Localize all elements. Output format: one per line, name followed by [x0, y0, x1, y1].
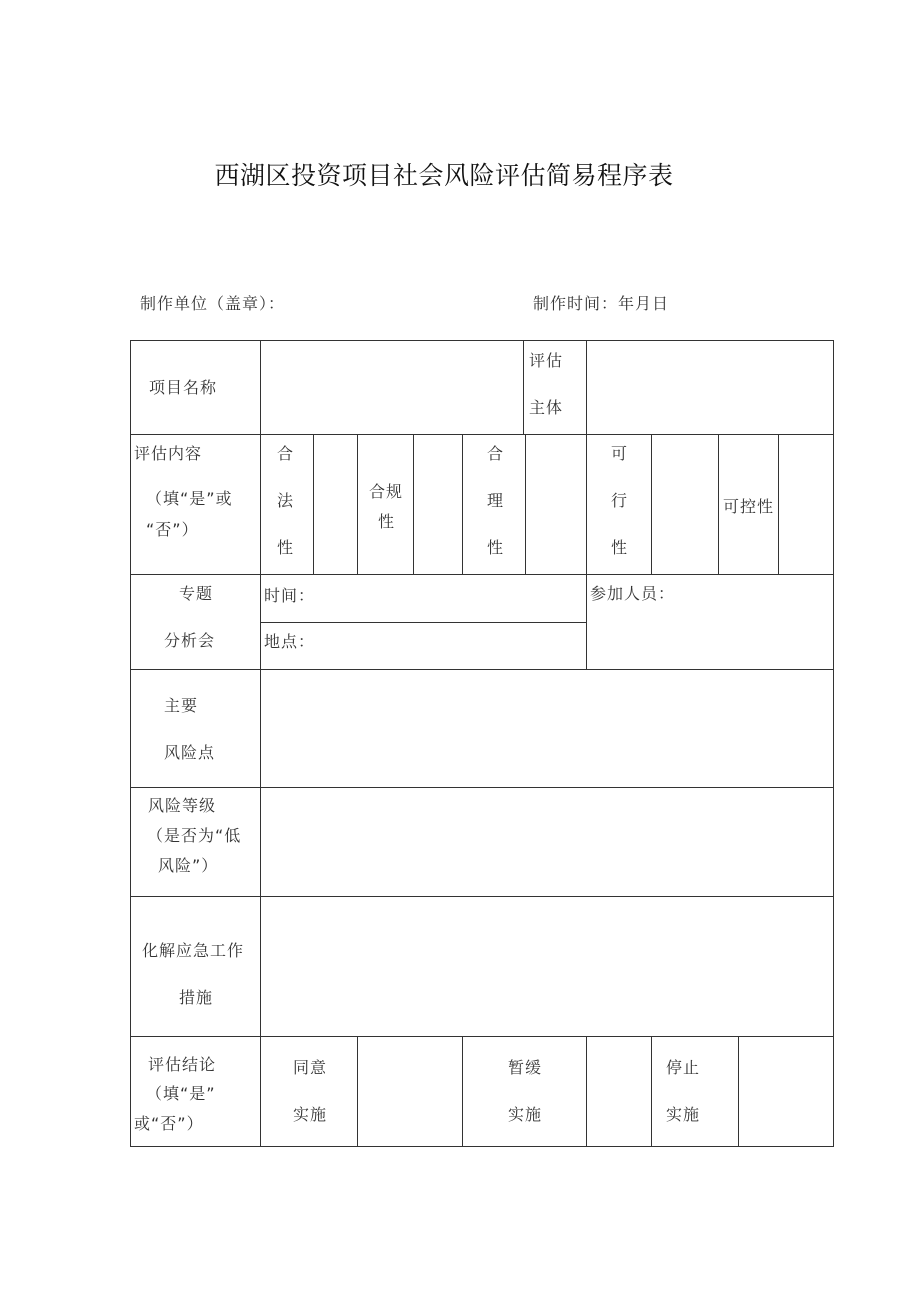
measures-label-2: 措施	[179, 988, 214, 1007]
eval-subject-label-2: 主体	[529, 398, 564, 417]
risk-level-label-1: 风险等级	[148, 796, 217, 815]
column-divider	[523, 340, 524, 434]
row-divider	[260, 622, 586, 623]
meeting-label-2: 分析会	[164, 631, 216, 650]
eval-subject-input[interactable]	[587, 341, 833, 434]
agree-label-2: 实施	[293, 1105, 328, 1124]
stop-input[interactable]	[739, 1037, 833, 1146]
meeting-place-label: 地点：	[264, 632, 316, 651]
conclusion-label-3: 或“否”）	[134, 1114, 204, 1133]
feasible-input[interactable]	[652, 435, 718, 574]
page-title: 西湖区投资项目社会风险评估简易程序表	[214, 161, 674, 190]
feasible-label-1: 可	[611, 444, 629, 463]
compliance-input[interactable]	[414, 435, 462, 574]
table-border-bottom	[130, 1146, 834, 1147]
table-border-right	[833, 340, 834, 1147]
legal-label-3: 性	[277, 538, 295, 557]
defer-input[interactable]	[587, 1037, 651, 1146]
rational-input[interactable]	[526, 435, 586, 574]
eval-content-hint-1: （填“是”或	[146, 489, 233, 508]
rational-label-2: 理	[487, 491, 505, 510]
controllable-label: 可控性	[723, 497, 775, 516]
compliance-label-1: 合规	[369, 482, 404, 501]
compliance-label-2: 性	[378, 512, 396, 531]
table-border-left	[130, 340, 131, 1147]
eval-content-hint-2: “否”）	[146, 520, 199, 539]
eval-content-label: 评估内容	[134, 444, 203, 463]
measures-input[interactable]	[261, 897, 833, 1036]
risk-level-label-2: （是否为“低	[147, 826, 242, 845]
time-label: 制作时间：年月日	[533, 294, 670, 313]
row-divider	[130, 434, 834, 435]
stop-label-2: 实施	[666, 1105, 701, 1124]
conclusion-label-2: （填“是”	[146, 1084, 216, 1103]
eval-subject-label-1: 评估	[529, 351, 564, 370]
risk-points-label-1: 主要	[164, 696, 199, 715]
meeting-label-1: 专题	[179, 584, 214, 603]
risk-level-input[interactable]	[261, 788, 833, 896]
agree-label-1: 同意	[293, 1058, 328, 1077]
legal-label-2: 法	[277, 491, 295, 510]
column-divider	[718, 434, 719, 574]
conclusion-label-1: 评估结论	[148, 1055, 217, 1074]
risk-level-label-3: 风险”）	[158, 856, 219, 875]
row-divider	[130, 574, 834, 575]
defer-label-2: 实施	[508, 1105, 543, 1124]
column-divider	[651, 1036, 652, 1146]
stop-label-1: 停止	[666, 1058, 701, 1077]
feasible-label-3: 性	[611, 538, 629, 557]
row-divider	[130, 1036, 834, 1037]
risk-points-input[interactable]	[261, 670, 833, 787]
measures-label-1: 化解应急工作	[142, 941, 245, 960]
rational-label-3: 性	[487, 538, 505, 557]
column-divider	[462, 1036, 463, 1146]
participants-label: 参加人员：	[590, 584, 676, 603]
column-divider	[357, 434, 358, 574]
risk-points-label-2: 风险点	[164, 743, 216, 762]
meeting-time-label: 时间：	[264, 586, 316, 605]
controllable-input[interactable]	[779, 435, 833, 574]
rational-label-1: 合	[487, 444, 505, 463]
legal-input[interactable]	[314, 435, 357, 574]
feasible-label-2: 行	[611, 491, 629, 510]
agree-input[interactable]	[358, 1037, 462, 1146]
project-name-label: 项目名称	[149, 378, 218, 397]
defer-label-1: 暂缓	[508, 1058, 543, 1077]
column-divider	[462, 434, 463, 574]
legal-label-1: 合	[277, 444, 295, 463]
project-name-input[interactable]	[261, 341, 523, 434]
unit-label: 制作单位（盖章）：	[140, 294, 286, 313]
